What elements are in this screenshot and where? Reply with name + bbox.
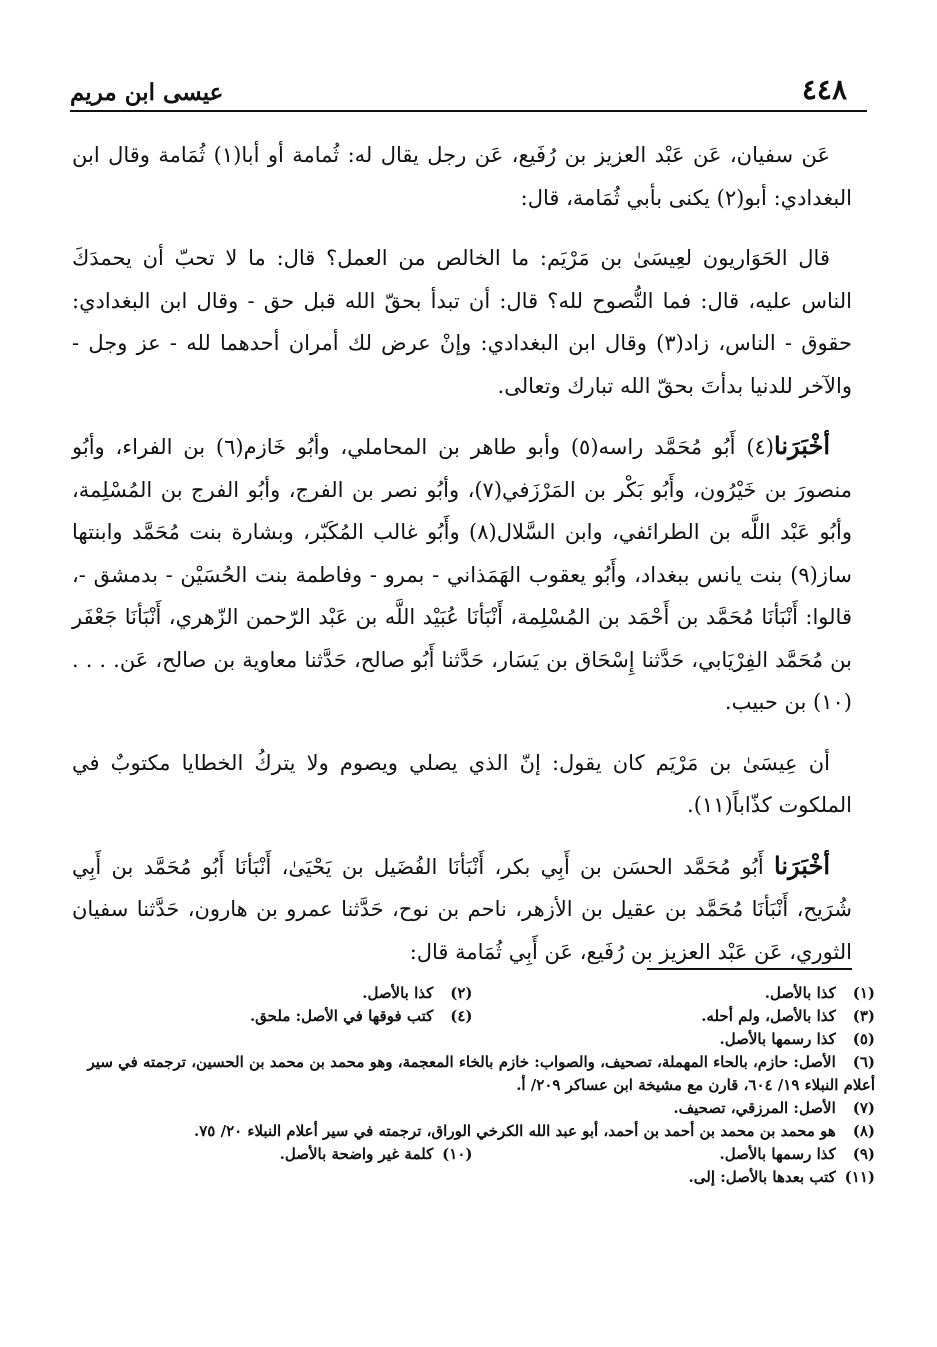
footnote-11 — [70, 1166, 875, 1189]
footnotes — [70, 982, 875, 1189]
footnote-7 — [70, 1097, 875, 1120]
footnote-number: (١٠) — [442, 1145, 473, 1163]
running-title: عيسى ابن مريم — [70, 79, 224, 106]
footnote-number: (٣) — [852, 1007, 875, 1025]
paragraph-4: أن عِيسَىٰ بن مَرْيَم كان يقول: إنّ الذي يصلي ويصوم ولا يتركُ الخطايا مكتوبٌ في الملكوت كذّاباً(١١). — [72, 750, 852, 817]
footnote-text: الأصل: المرزقي، تصحيف. — [673, 1099, 836, 1117]
footnote-number: (٤) — [450, 1007, 473, 1025]
footnote-text: كذا بالأصل. — [764, 984, 836, 1002]
footnote-text: كذا رسمها بالأصل. — [719, 1030, 836, 1048]
footnote-row — [70, 982, 875, 1005]
footnote-text: كتب بعدها بالأصل: إلى. — [688, 1168, 836, 1186]
isnad-lead-word: أخْبَرَنا — [774, 431, 830, 460]
footnote-8 — [70, 1120, 875, 1143]
footnote-number: (٩) — [852, 1145, 875, 1163]
footnote-number: (٥) — [852, 1030, 875, 1048]
paragraph-5 — [72, 845, 852, 974]
footnote-4 — [70, 1005, 473, 1028]
footnote-text: هو محمد بن محمد بن أحمد بن أحمد، أبو عبد الله الكرخي الوراق، ترجمته في سير أعلام النبلاء ٢٠/ ٧٥. — [194, 1122, 836, 1140]
footnote-row — [70, 1143, 875, 1166]
footnote-text: الأصل: حازم، بالحاء المهملة، تصحيف، والصواب: خازم بالخاء المعجمة، وهو محمد بن محمد بن الحسين، ترجمته في سير أعلام النبلاء ١٩/ ٦٠٤، قارن مع مشيخة ابن عساكر ٢٠٩/ أ. — [87, 1053, 875, 1094]
paragraph-3 — [72, 425, 852, 724]
footnote-10 — [70, 1143, 473, 1166]
footnote-number: (١١) — [844, 1168, 875, 1186]
footnote-6 — [70, 1051, 875, 1097]
isnad-lead-word: أخْبَرَنا — [774, 850, 830, 880]
footnote-number: (١) — [852, 984, 875, 1002]
footnote-number: (٨) — [852, 1122, 875, 1140]
footnote-text: كذا رسمها بالأصل. — [719, 1145, 836, 1163]
footnote-number: (٧) — [852, 1099, 875, 1117]
paragraph-2: قال الحَوَاريون لعِيسَىٰ بن مَرْيَم: ما الخالص من العمل؟ قال: ما لا تحبّ أن يحمدَكَ الناس عليه، قال: فما النُّصوح لله؟ قال: أن تبدأ بحقّ الله قبل حق - وقال ابن البغدادي: حقوق - الناس، زاد(٣) وقال ابن البغدادي: وإنْ عرض لك أمران أحدهما لله - عز وجل - والآخر للدنيا بدأتَ بحقّ الله تبارك وتعالى. — [72, 246, 852, 398]
footnote-1 — [473, 982, 876, 1005]
paragraph-5-text: أَبُو مُحَمَّد الحسَن بن أَبِي بكر، أَنْبَأنَا الفُضَيل بن يَحْيَىٰ، أَنْبَأنَا أَبُو مُحَمَّد بن أَبِي شُرَيح، أَنْبَأنَا مُحَمَّد بن عقيل بن الأزهر، ناحم بن نوح، حَدَّثنا عمرو بن هارون، حَدَّثنا سفيان الثوري، عَن عَبْد العزيز بن رُفَيع، عَن أَبِي ثُمَامة قال: — [72, 854, 852, 964]
page-header — [70, 66, 847, 106]
footnote-text: كتب فوقها في الأصل: ملحق. — [249, 1007, 434, 1025]
footnote-text: كذا بالأصل، ولم أحله. — [701, 1007, 836, 1025]
main-text — [72, 134, 852, 991]
footnote-3 — [473, 1005, 876, 1028]
footnote-number: (٦) — [852, 1053, 875, 1071]
footnote-number: (٢) — [450, 984, 473, 1002]
footnote-row — [70, 1005, 875, 1028]
footnote-text: كلمة غير واضحة بالأصل. — [279, 1145, 434, 1163]
footnote-5 — [70, 1028, 875, 1051]
paragraph-1: عَن سفيان، عَن عَبْد العزيز بن رُفَيع، عَن رجل يقال له: ثُمامة أو أبا(١) ثُمَامة وقال ابن البغدادي: أبو(٢) يكنى بأبي ثُمَامة، قال: — [72, 143, 852, 210]
footnote-9 — [473, 1143, 876, 1166]
header-rule — [70, 110, 867, 112]
footnote-2 — [70, 982, 473, 1005]
page-number: ٤٤٨ — [801, 73, 847, 106]
footnote-text: كذا بالأصل. — [362, 984, 434, 1002]
paragraph-3-text: (٤) أَبُو مُحَمَّد راسه(٥) وأبو طاهر بن المحاملي، وأبُو خَازم(٦) بن الفراء، وأبُو منصورَ بن خَيْرُون، وأَبُو بَكْر بن المَرْزَفي(٧)، وأبُو نصر بن الفرج، وأبُو الفرج بن المُسْلِمة، وأبُو عَبْد اللَّه بن الطرائفي، وابن السَّلال(٨) وأَبُو غالب المُكَبّر، وبشارة بنت مُحَمَّد وابنتها ساز(٩) بنت يانس ببغداد، وأَبُو يعقوب الهَمَذاني - بمرو - وفاطمة بنت الحُسَيْن - بدمشق -، قالوا: أَنْبَأنَا مُحَمَّد بن أَحْمَد بن المُسْلِمة، أَنْبَأنَا عُبَيْد اللَّه بن عَبْد الرّحمن الزّهري، أَنْبَأنَا جَعْفَر بن مُحَمَّد الفِرْيَابي، حَدَّثنا إِسْحَاق بن يَسَار، حَدَّثنا أَبُو صالح، حَدَّثنا معاوية بن صالح، عَن. . . . (١٠) بن حبيب. — [72, 435, 853, 714]
footnote-separator — [647, 968, 852, 970]
